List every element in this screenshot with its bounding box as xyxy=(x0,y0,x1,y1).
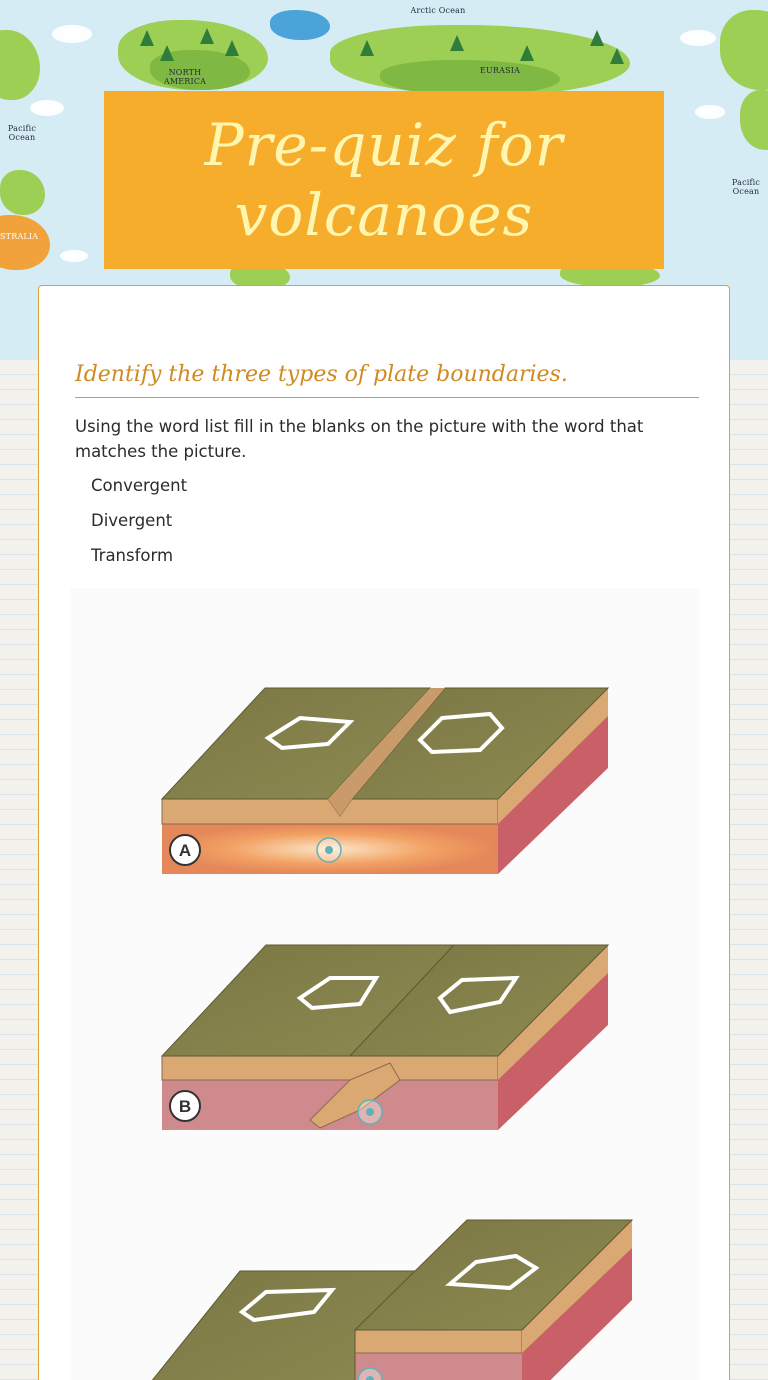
tree-icon xyxy=(200,28,214,44)
question-title: Identify the three types of plate boundaries. xyxy=(75,362,699,398)
pacific-ocean-left-label: Pacific Ocean xyxy=(7,124,37,142)
left-island xyxy=(0,170,45,215)
page-title: Pre-quiz for volcanoes xyxy=(204,111,564,249)
word-list-item: Divergent xyxy=(91,511,173,530)
block-b-convergent xyxy=(162,945,608,1130)
question-instructions: Using the word list fill in the blanks on the picture with the word that matches the picture. xyxy=(75,417,644,461)
greenland-ice xyxy=(270,10,330,40)
tree-icon xyxy=(160,45,174,61)
block-a-crust xyxy=(162,799,498,824)
question-card xyxy=(38,285,730,1380)
tree-icon xyxy=(610,48,624,64)
block-b-label: B xyxy=(178,1097,192,1116)
title-banner xyxy=(104,91,664,269)
tree-icon xyxy=(225,40,239,56)
right-edge-land-2 xyxy=(740,90,768,150)
australia-land xyxy=(0,215,50,270)
block-a-divergent xyxy=(162,688,608,874)
pacific-ocean-right-label: Pacific Ocean xyxy=(731,178,761,196)
right-edge-land xyxy=(720,10,768,90)
block-a-label: A xyxy=(178,841,192,860)
tree-icon xyxy=(450,35,464,51)
tree-icon xyxy=(590,30,604,46)
cloud-icon xyxy=(52,25,92,43)
tree-icon xyxy=(360,40,374,56)
north-america-label: NORTH AMERICA xyxy=(163,68,207,86)
block-c-transform xyxy=(130,1220,632,1380)
eurasia-forest xyxy=(380,60,560,95)
eurasia-label: EURASIA xyxy=(479,66,521,75)
australia-label: STRALIA xyxy=(0,232,39,241)
cloud-icon xyxy=(695,105,725,119)
cloud-icon xyxy=(680,30,716,46)
tree-icon xyxy=(520,45,534,61)
block-c-crust xyxy=(355,1330,522,1353)
tree-icon xyxy=(140,30,154,46)
blank-a-dot xyxy=(325,846,333,854)
left-edge-land xyxy=(0,30,40,100)
arctic-ocean-label: Arctic Ocean xyxy=(410,6,466,15)
block-b-crust xyxy=(162,1056,498,1080)
plate-boundaries-figure xyxy=(70,588,700,1380)
word-list-item: Transform xyxy=(91,546,174,565)
cloud-icon xyxy=(60,250,88,262)
blank-b-dot xyxy=(366,1108,374,1116)
cloud-icon xyxy=(30,100,64,116)
word-list-item: Convergent xyxy=(91,476,188,495)
